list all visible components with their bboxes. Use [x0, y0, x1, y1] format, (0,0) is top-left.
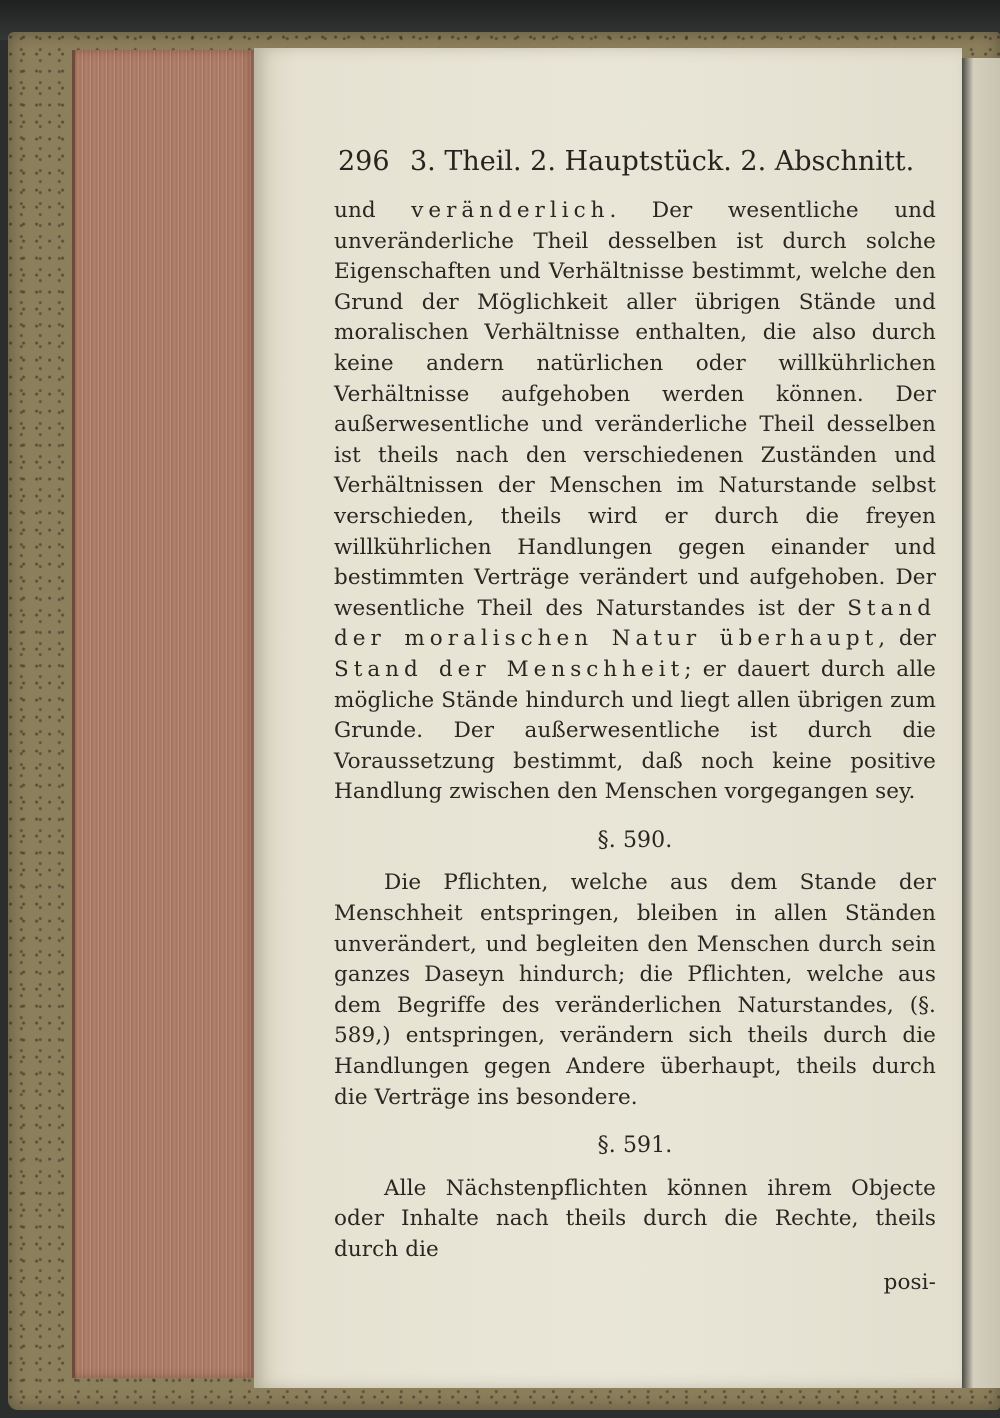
paragraph-1-part-1: und	[334, 198, 412, 223]
facing-page-edge	[962, 58, 1000, 1388]
paragraph-1-part-4: ; er dauert durch alle mögliche Stände hindurch und liegt allen übrigen zum Grunde. Der außerwesentliche ist durch die Voraussetzung bestimmt, daß noch keine positive Handlung zwischen den Menschen vorgegangen sey.	[334, 656, 937, 805]
running-head-title: 3. Theil. 2. Hauptstück. 2. Abschnitt.	[410, 146, 915, 177]
page-block-edges	[72, 50, 257, 1378]
book-page	[254, 48, 962, 1388]
paragraph-1-part-3: , der	[878, 626, 936, 652]
paragraph-3: Alle Nächstenpflichten können ihrem Objecte oder Inhalte nach theils durch die Rechte, theils durch die	[334, 1175, 936, 1262]
page-text	[334, 196, 936, 1298]
page-number: 296	[338, 146, 390, 177]
paragraph-1-spaced-3: Stand der Menschheit	[334, 656, 685, 682]
catchword: posi-	[883, 1269, 936, 1295]
section-heading-590: §. 590.	[597, 827, 673, 853]
paragraph-1-part-2: . Der wesentliche und unveränderliche Theil desselben ist durch solche Eigenschaften und Verhältnisse bestimmt, welche den Grund der Möglichkeit aller übrigen Stände und moralischen Verhältnisse enthalten, die also durch keine andern natürlichen oder willkührlichen Verhältnisse aufgehoben werden können. Der außerwesentliche und veränderliche Theil desselben ist theils nach den verschiedenen Zuständen und Verhältnissen der Menschen im Naturstande selbst verschieden, theils wird er durch die freyen willkührlichen Handlungen gegen einander und bestimmten Verträge verändert und aufgehoben. Der wesentliche Theil des Naturstandes ist der	[334, 198, 936, 621]
paragraph-1-spaced-2: Stand der moralischen Natur überhaupt	[334, 595, 936, 652]
paragraph-1	[334, 196, 936, 808]
running-head	[338, 146, 938, 177]
paragraph-2: Die Pflichten, welche aus dem Stande der Menschheit entspringen, bleiben in allen Ständen unverändert, und begleiten den Menschen durch sein ganzes Daseyn hindurch; die Pflichten, welche aus dem Begriffe des veränderlichen Naturstandes, (§. 589,) entspringen, verändern sich theils durch die Handlungen gegen Andere überhaupt, theils durch die Verträge ins besondere.	[334, 870, 936, 1110]
section-heading-591: §. 591.	[597, 1133, 673, 1159]
paragraph-1-spaced-1: veränderlich	[411, 198, 610, 223]
